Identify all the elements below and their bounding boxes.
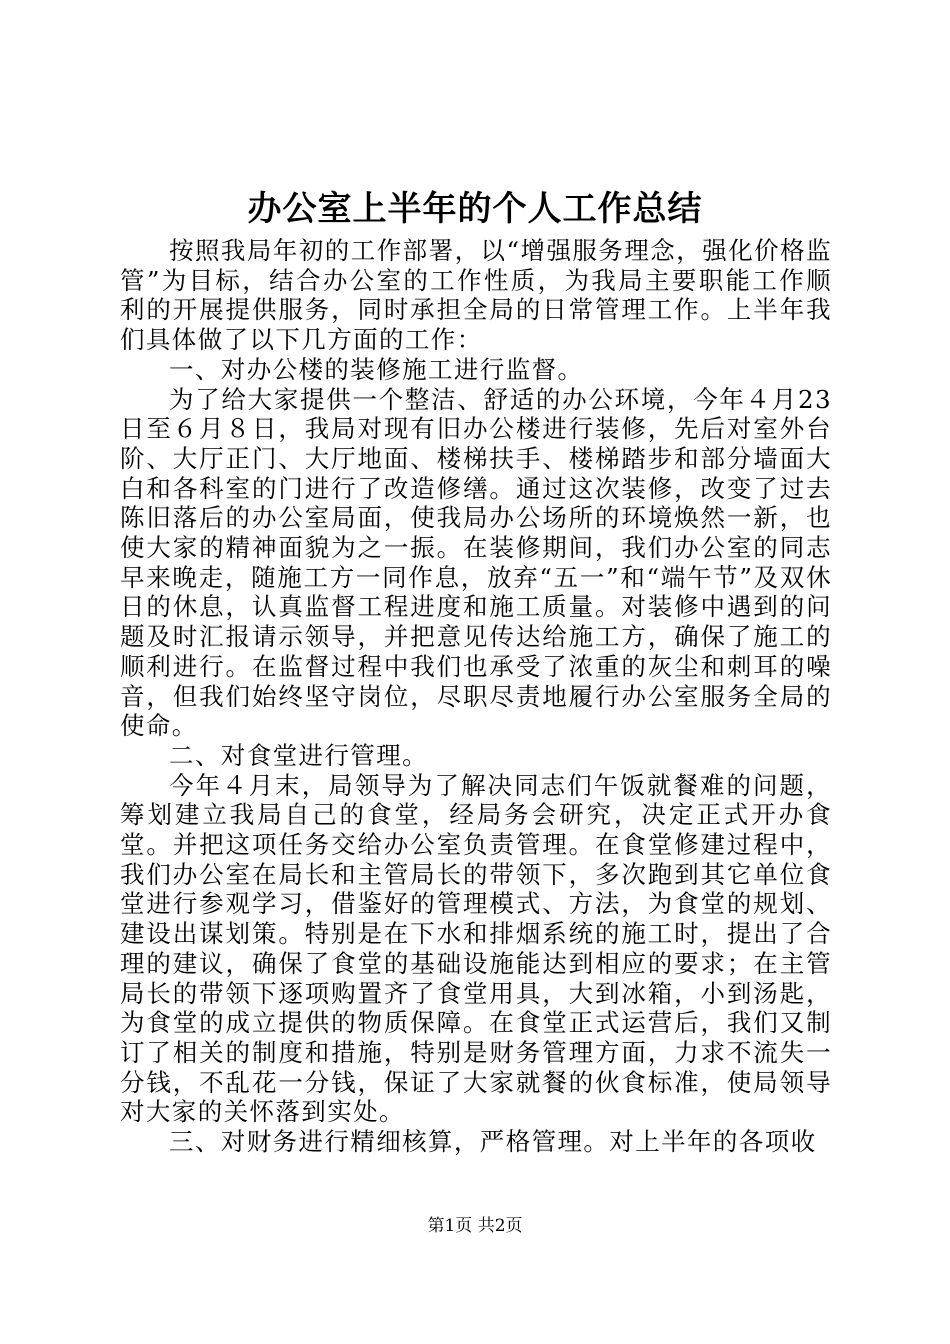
page-footer: 第1页 共2页: [427, 1216, 523, 1236]
section-heading-renovation: 一、对办公楼的装修施工进行监督。: [169, 354, 584, 384]
intro-paragraph: 按照我局年初的工作部署，以“增强服务理念，强化价格监管”为目标，结合办公室的工作性质，为我局主要职能工作顺利的开展提供服务，同时承担全局的日常管理工作。上半年我们具体做了以下几方面的工作：: [120, 236, 832, 355]
canteen-paragraph: 今年４月末，局领导为了解决同志们午饭就餐难的问题，筹划建立我局自己的食堂，经局务会研究，决定正式开办食堂。并把这项任务交给办公室负责管理。在食堂修建过程中，我们办公室在局长和主管局长的带领下，多次跑到其它单位食堂进行参观学习，借鉴好的管理模式、方法，为食堂的规划、建设出谋划策。特别是在下水和排烟系统的施工时，提出了合理的建议，确保了食堂的基础设施能达到相应的要求；在主管局长的带领下逐项购置齐了食堂用具，大到冰箱，小到汤匙，为食堂的成立提供的物质保障。在食堂正式运营后，我们又制订了相关的制度和措施，特别是财务管理方面，力求不流失一分钱，不乱花一分钱，保证了大家就餐的伙食标准，使局领导对大家的关怀落到实处。: [120, 770, 832, 1127]
document-title: 办公室上半年的个人工作总结: [247, 189, 703, 229]
document-body: [120, 236, 832, 1157]
renovation-paragraph: 为了给大家提供一个整洁、舒适的办公环境，今年４月23日至６月８日，我局对现有旧办公楼进行装修，先后对室外台阶、大厅正门、大厅地面、楼梯扶手、楼梯踏步和部分墙面大白和各科室的门进行了改造修缮。通过这次装修，改变了过去陈旧落后的办公室局面，使我局办公场所的环境焕然一新，也使大家的精神面貌为之一振。在装修期间，我们办公室的同志早来晚走，随施工方一同作息，放弃“五一”和“端午节”及双休日的休息，认真监督工程进度和施工质量。对装修中遇到的问题及时汇报请示领导，并把意见传达给施工方，确保了施工的顺利进行。在监督过程中我们也承受了浓重的灰尘和刺耳的噪音，但我们始终坚守岗位，尽职尽责地履行办公室服务全局的使命。: [120, 384, 832, 741]
section-heading-finance: 三、对财务进行精细核算，严格管理。对上半年的各项收: [169, 1127, 817, 1157]
section-heading-canteen: 二、对食堂进行管理。: [169, 740, 428, 770]
